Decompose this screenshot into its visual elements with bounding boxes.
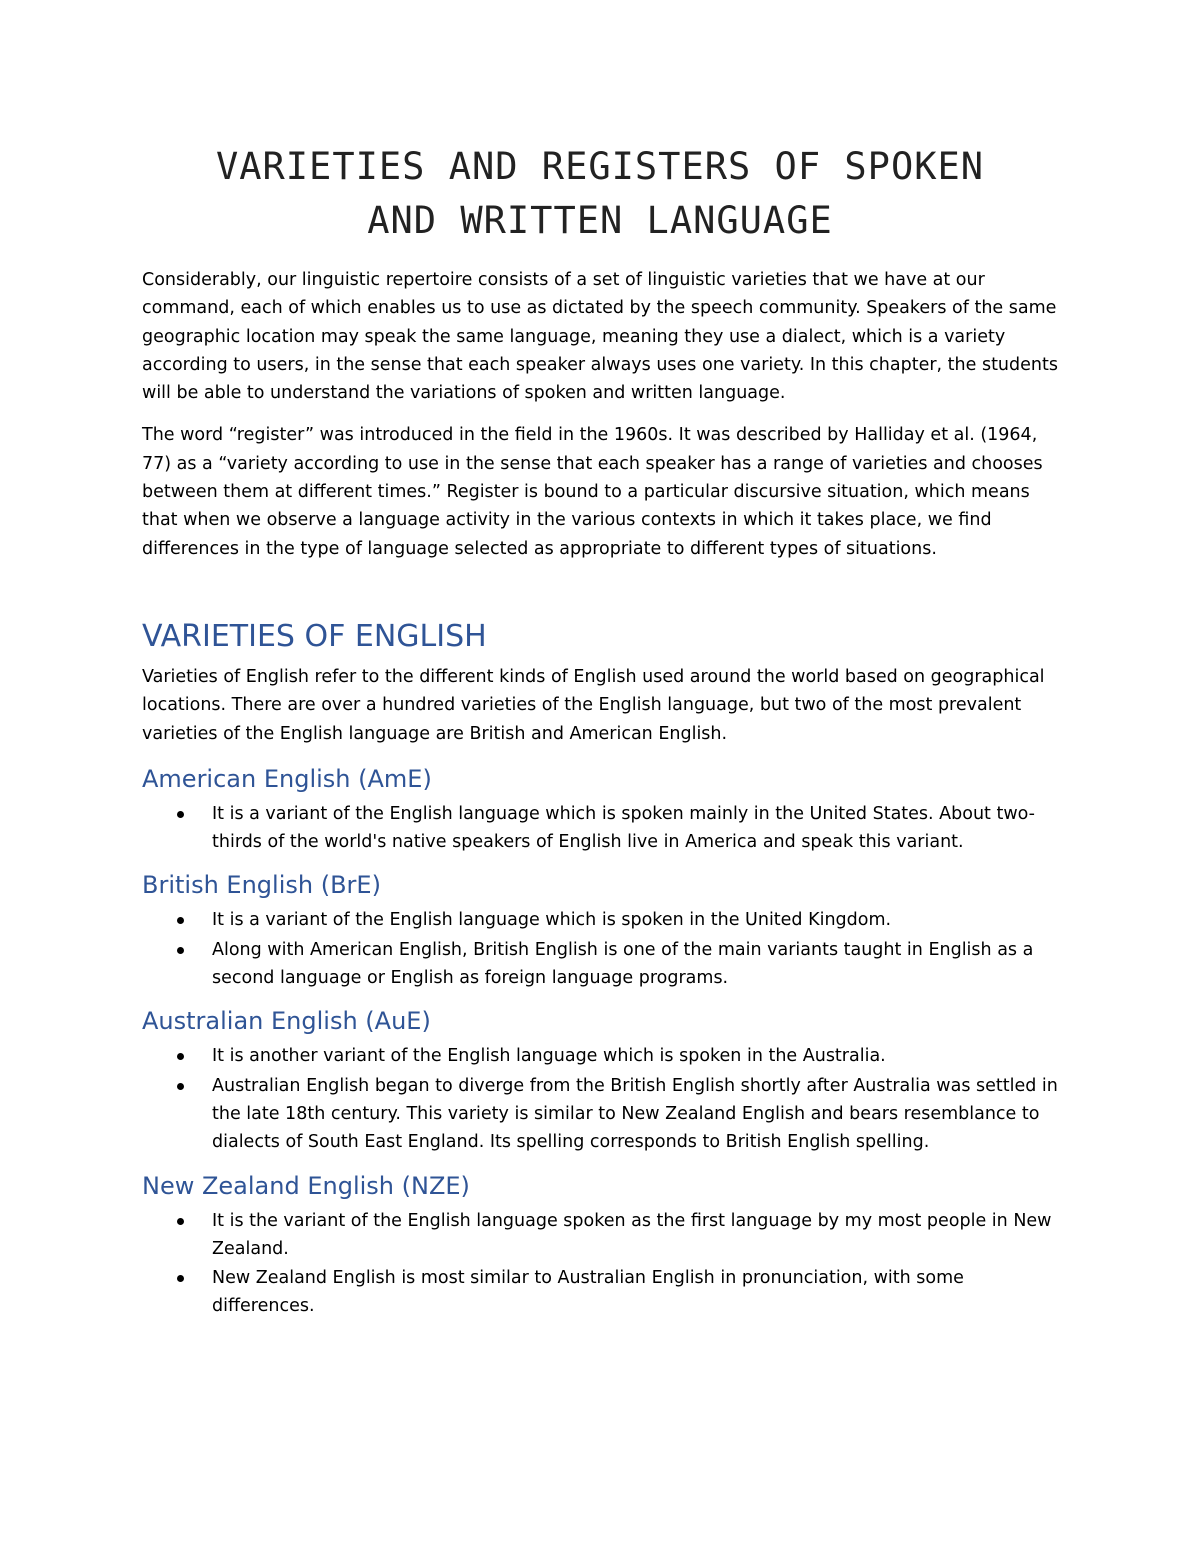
document-title-line-1: VARIETIES AND REGISTERS OF SPOKEN [215, 145, 985, 188]
document-page [142, 140, 1058, 1327]
bullet-icon [177, 1053, 184, 1060]
bullet-icon [177, 1083, 184, 1090]
bullet-icon [177, 1275, 184, 1282]
list-item-text: Australian English began to diverge from the British English shortly after Australia was settled in the late 18th century. This variety is similar to New Zealand English and bears resemblance to dialects of South East England. Its spelling corresponds to British English spelling. [212, 1075, 1058, 1153]
list-item [142, 1264, 1058, 1321]
intro-paragraph-2: The word “register” was introduced in the field in the 1960s. It was described by Halliday et al. (1964, 77) as a “variety according to use in the sense that each speaker has a range of varieties and chooses between them at different times.” Register is bound to a particular discursive situation, which means that when we observe a language activity in the various contexts in which it takes place, we find differences in the type of language selected as appropriate to different types of situations. [142, 425, 1043, 559]
bullet-icon [177, 811, 184, 818]
bullet-list-british-english [142, 906, 1058, 992]
bullet-icon [177, 947, 184, 954]
bullet-icon [177, 1218, 184, 1225]
document-title [142, 140, 1058, 248]
section-paragraph: Varieties of English refer to the different kinds of English used around the world based on geographical locations. There are over a hundred varieties of the English language, but two of the most prevalent varieties of the English language are British and American English. [142, 666, 1045, 744]
bullet-list-australian-english [142, 1042, 1058, 1156]
subheading-new-zealand-english: New Zealand English (NZE) [142, 1171, 470, 1200]
list-item [142, 936, 1058, 993]
list-item [142, 1207, 1058, 1264]
list-item [142, 800, 1058, 857]
list-item-text: It is a variant of the English language which is spoken in the United Kingdom. [212, 910, 892, 931]
list-item [142, 906, 1058, 934]
list-item-text: It is a variant of the English language which is spoken mainly in the United States. About two-thirds of the world's native speakers of English live in America and speak this variant. [212, 803, 1035, 853]
list-item-text: It is the variant of the English language spoken as the first language by my most people in New Zealand. [212, 1210, 1052, 1259]
list-item-text: New Zealand English is most similar to Australian English in pronunciation, with some differences. [212, 1268, 964, 1317]
list-item-text: It is another variant of the English language which is spoken in the Australia. [212, 1046, 886, 1067]
bullet-icon [177, 917, 184, 924]
section-heading-varieties-of-english: VARIETIES OF ENGLISH [142, 618, 487, 654]
bullet-list-american-english [142, 800, 1058, 857]
list-item-text: Along with American English, British English is one of the main variants taught in English as a second language or English as foreign language programs. [212, 939, 1034, 989]
subheading-australian-english: Australian English (AuE) [142, 1007, 431, 1036]
subheading-american-english: American English (AmE) [142, 764, 432, 793]
document-title-line-2: AND WRITTEN LANGUAGE [367, 199, 833, 242]
list-item [142, 1072, 1058, 1157]
list-item [142, 1042, 1058, 1070]
intro-paragraph-1: Considerably, our linguistic repertoire consists of a set of linguistic varieties that we have at our command, each of which enables us to use as dictated by the speech community. Speakers of the same geographic location may speak the same language, meaning they use a dialect, which is a variety according to users, in the sense that each speaker always uses one variety. In this chapter, the students will be able to understand the variations of spoken and written language. [142, 270, 1058, 404]
bullet-list-new-zealand-english [142, 1207, 1058, 1321]
subheading-british-english: British English (BrE) [142, 871, 381, 900]
